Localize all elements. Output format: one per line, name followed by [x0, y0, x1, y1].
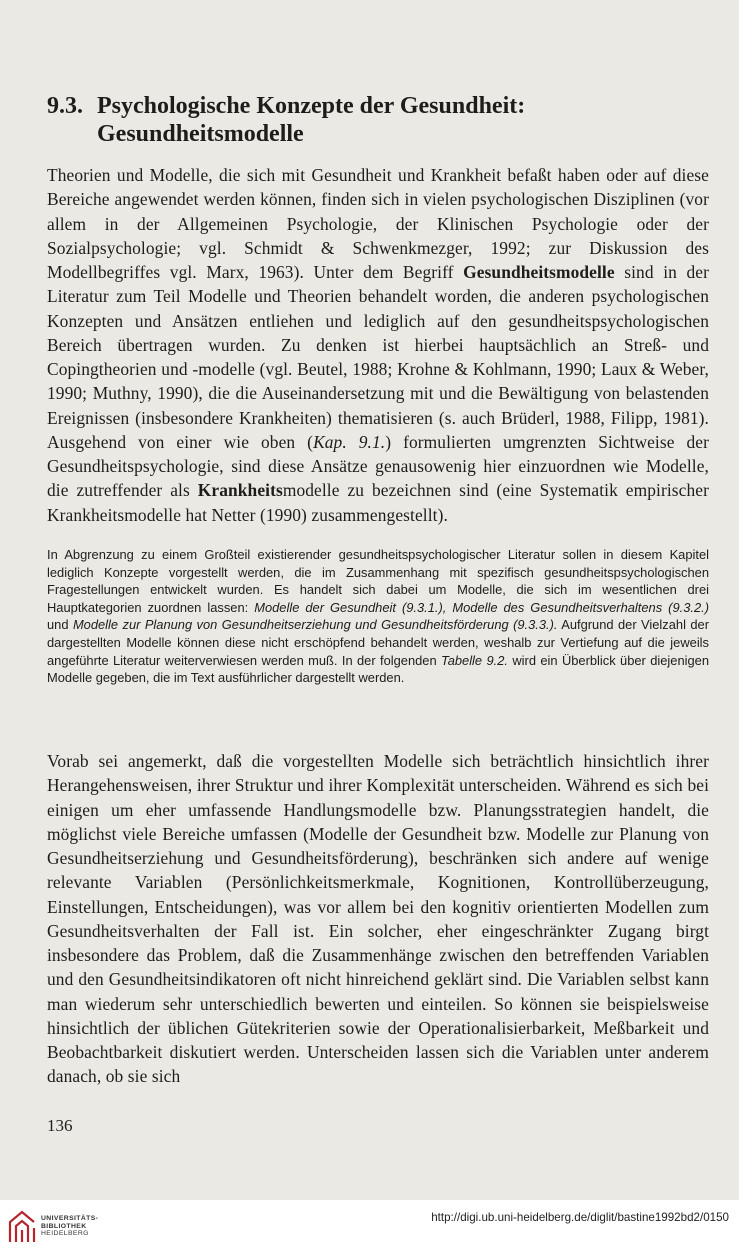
- university-library-logo-icon: [6, 1208, 38, 1246]
- note-text-3: Aufgrund der Vielzahl der dargestellten Modelle können diese nicht erschöpfend behandelt werden, weshalb zur Vertiefung auf die jeweils angeführte Literatur weiterverwiesen werden muß. In der folgenden: [47, 617, 709, 668]
- intro-text-2: sind in der Literatur zum Teil Modelle und Theorien behandelt worden, die anderen psychologischen Konzepten und Ansätzen entliehen und lediglich auf den gesundheitspsychologischen Bereich übertragen wurden. Zu denken ist hierbei hauptsächlich an Streß- und Copingtheorien und -modelle (vgl. Beutel, 1988; Krohne & Kohlmann, 1990; Laux & Weber, 1990; Muthny, 1990), die die Auseinandersetzung mit und die Bewältigung von belastenden Ereignissen (insbesondere Krankheiten) thematisieren (s. auch Brüderl, 1988, Filipp, 1981). Ausgehend von einer wie oben (: [47, 262, 709, 452]
- note-italic-1: Modelle der Gesundheit (9.3.1.), Modelle des Gesundheitsverhaltens (9.3.2.): [254, 599, 710, 615]
- section-number: 9.3.: [47, 93, 83, 119]
- section-title-line1: Psychologische Konzepte der Gesundheit:: [97, 93, 526, 119]
- library-name-line3: HEIDELBERG: [41, 1230, 89, 1238]
- intro-chapter-reference: Kap. 9.1.: [313, 431, 386, 452]
- intro-bold-term-1: Gesundheitsmodelle: [463, 262, 615, 282]
- intro-text-1: Theorien und Modelle, die sich mit Gesundheit und Krankheit befaßt haben oder auf diese Bereiche angewendet werden können, finden sich in vielen psychologischen Disziplinen (vor allem in der Allgemeinen Psychologie, der Klinischen Psychologie oder der Sozialpsychologie; vgl. Schmidt & Schwenkmezger, 1992; zur Diskussion des Modellbegriffes vgl. Marx, 1963). Unter dem Begriff: [47, 165, 709, 282]
- note-text-1: In Abgrenzung zu einem Großteil existierender gesundheitspsychologischer Literatur sollen in diesem Kapitel lediglich Konzepte vorgestellt werden, die im Zusammenhang mit spezifisch gesundheitspsychologischen Fragestellungen entwickelt wurden. Es handelt sich dabei um Modelle, die sich im wesentlichen drei Hauptkategorien zuordnen lassen:: [47, 547, 709, 615]
- intro-text-4: modelle zu bezeichnen sind (eine Systematik empirischer Krankheitsmodelle hat Netter (1990) zusammengestellt).: [47, 480, 709, 525]
- page-number: 136: [47, 1116, 73, 1135]
- viewer-footer: [0, 1200, 739, 1255]
- section-heading: [47, 92, 707, 148]
- note-italic-2: Modelle zur Planung von Gesundheitserziehung und Gesundheitsförderung (9.3.3.).: [72, 617, 558, 633]
- note-paragraph: [47, 546, 709, 687]
- intro-text-3: ) formulierten umgrenzten Sichtweise der Gesundheitspsychologie, sind diese Ansätze genausowenig hier einzuordnen wie Modelle, die zutreffender als: [47, 431, 710, 501]
- note-table-reference: Tabelle 9.2.: [441, 652, 508, 668]
- note-text-4: wird ein Überblick über diejenigen Modelle gegeben, die im Text ausführlicher dargestellt werden.: [47, 652, 709, 686]
- library-name: [41, 1215, 98, 1238]
- note-text-2: und: [47, 617, 73, 633]
- library-name-line1: UNIVERSITÄTS-: [41, 1215, 99, 1222]
- permalink-url[interactable]: http://digi.ub.uni-heidelberg.de/diglit/bastine1992bd2/0150: [431, 1211, 729, 1224]
- intro-bold-term-2: Krankheits: [197, 480, 283, 501]
- library-name-line2: BIBLIOTHEK: [41, 1222, 87, 1230]
- section-title-line2: Gesundheitsmodelle: [97, 121, 304, 147]
- intro-paragraph: [47, 163, 709, 527]
- body-paragraph: Vorab sei angemerkt, daß die vorgestellten Modelle sich beträchtlich hinsichtlich ihrer Herangehensweisen, ihrer Struktur und ihrer Komplexität unterscheiden. Während es sich bei einigen um eher umfassende Handlungsmodelle bzw. Planungsstrategien handelt, die möglichst viele Bereiche umfassen (Modelle der Gesundheit bzw. Modelle zur Planung von Gesundheitserziehung und Gesundheitsförderung), beschränken sich andere auf wenige relevante Variablen (Persönlichkeitsmerkmale, Kognitionen, Kontrollüberzeugung, Einstellungen, Entscheidungen), was vor allem bei den kognitiv orientierten Modellen zum Gesundheitsverhalten der Fall ist. Ein solcher, eher eingeschränkter Zugang birgt insbesondere das Problem, daß die Zusammenhänge zwischen den betreffenden Variablen und den Gesundheitsindikatoren oft nicht hinreichend geklärt sind. Die Variablen selbst kann man wiederum sehr unterschiedlich bewerten und einteilen. So können sie beispielsweise hinsichtlich der üblichen Gütekriterien sowie der Operationalisierbarkeit, Meßbarkeit und Beobachtbarkeit diskutiert werden. Unterscheiden lassen sich die Variablen unter anderem danach, ob sie sich: [47, 751, 709, 1087]
